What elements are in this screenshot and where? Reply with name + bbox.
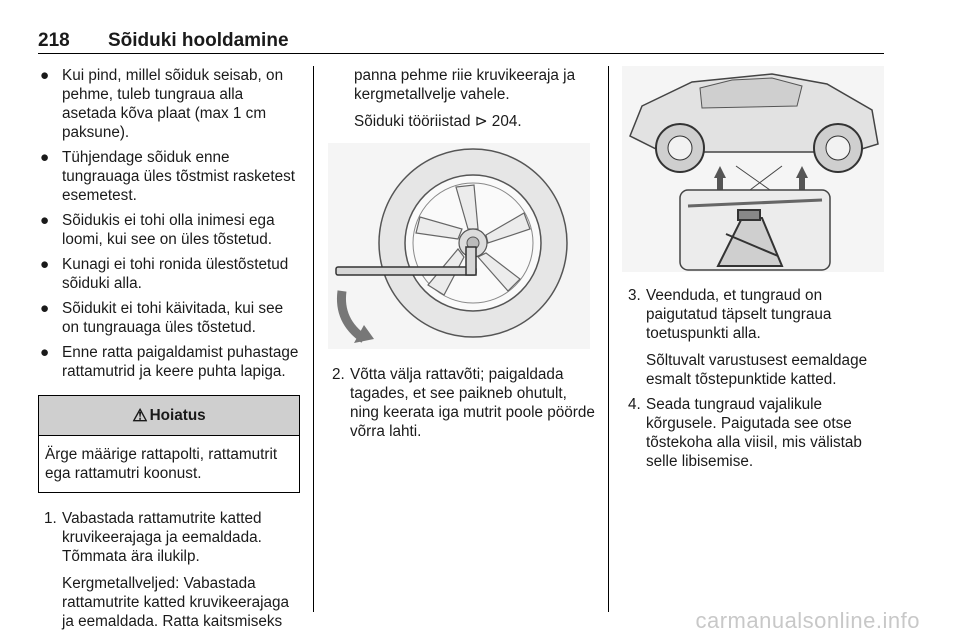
car-jack-illustration [622, 66, 884, 272]
step-2: 2. Võtta välja rattavõti; paigaldada tagades, et see paikneb ohutult, ning keerata iga mutrit poole pöörde võrra lahti. [332, 366, 595, 440]
warning-box [38, 395, 300, 493]
column-divider [608, 66, 609, 612]
list-item: ● Sõidukis ei tohi olla inimesi ega loomi, kui see on üles tõstetud. [40, 212, 275, 248]
column-divider [313, 66, 314, 612]
list-item: ● Sõidukit ei tohi käivitada, kui see on tungrauaga üles tõstetud. [40, 300, 284, 336]
list-item: ● Tühjendage sõiduk enne tungrauaga üles tõstmist rasketest esemetest. [40, 149, 295, 204]
column-left [38, 66, 300, 631]
warning-text: Ärge määrige rattapolti, rattamutrit ega rattamutri koonust. [45, 446, 278, 482]
step-3-note: Sõltuvalt varustusest eemaldage esmalt tõstepunktide katted. [646, 352, 868, 388]
list-item: ● Kunagi ei tohi ronida ülestõstetud sõiduki alla. [40, 256, 289, 292]
step-3: 3. Veenduda, et tungraud on paigutatud täpselt tungraua toetuspunkti alla. [628, 287, 832, 342]
list-item: ● Kui pind, millel sõiduk seisab, on pehme, tuleb tungraua alla asetada kõva plaat (max 1 cm paksune). [40, 67, 284, 141]
wheel-wrench-illustration [328, 143, 590, 349]
page-header [38, 30, 884, 54]
step-1: 1. Vabastada rattamutrite katted kruvikeerajaga ja eemaldada. Tõmmata ära ilukilp. [44, 510, 262, 565]
warning-icon: ⚠ [132, 406, 148, 425]
column-right [622, 66, 884, 471]
column-middle [326, 66, 596, 441]
warning-header [39, 396, 299, 436]
continued-text: panna pehme riie kruvikeeraja ja kergmetallvelje vahele. [354, 67, 576, 103]
step-4: 4. Seada tungraud vajalikule kõrgusele. Paigutada see otse tõstekoha alla viisil, mis välistab selle libisemise. [628, 396, 862, 470]
watermark: carmanualsonline.info [695, 608, 920, 633]
page-title: Sõiduki hooldamine [108, 30, 289, 51]
cross-reference: Sõiduki tööriistad ⊳ 204. [354, 113, 522, 130]
list-item: ● Enne ratta paigaldamist puhastage rattamutrid ja keere puhta lapiga. [40, 344, 299, 380]
page-number: 218 [38, 30, 70, 51]
step-1-note: Kergmetallveljed: Vabastada rattamutrite katted kruvikeerajaga ja eemaldada. Ratta kaitsmiseks [62, 575, 290, 630]
warning-title: Hoiatus [149, 407, 206, 424]
